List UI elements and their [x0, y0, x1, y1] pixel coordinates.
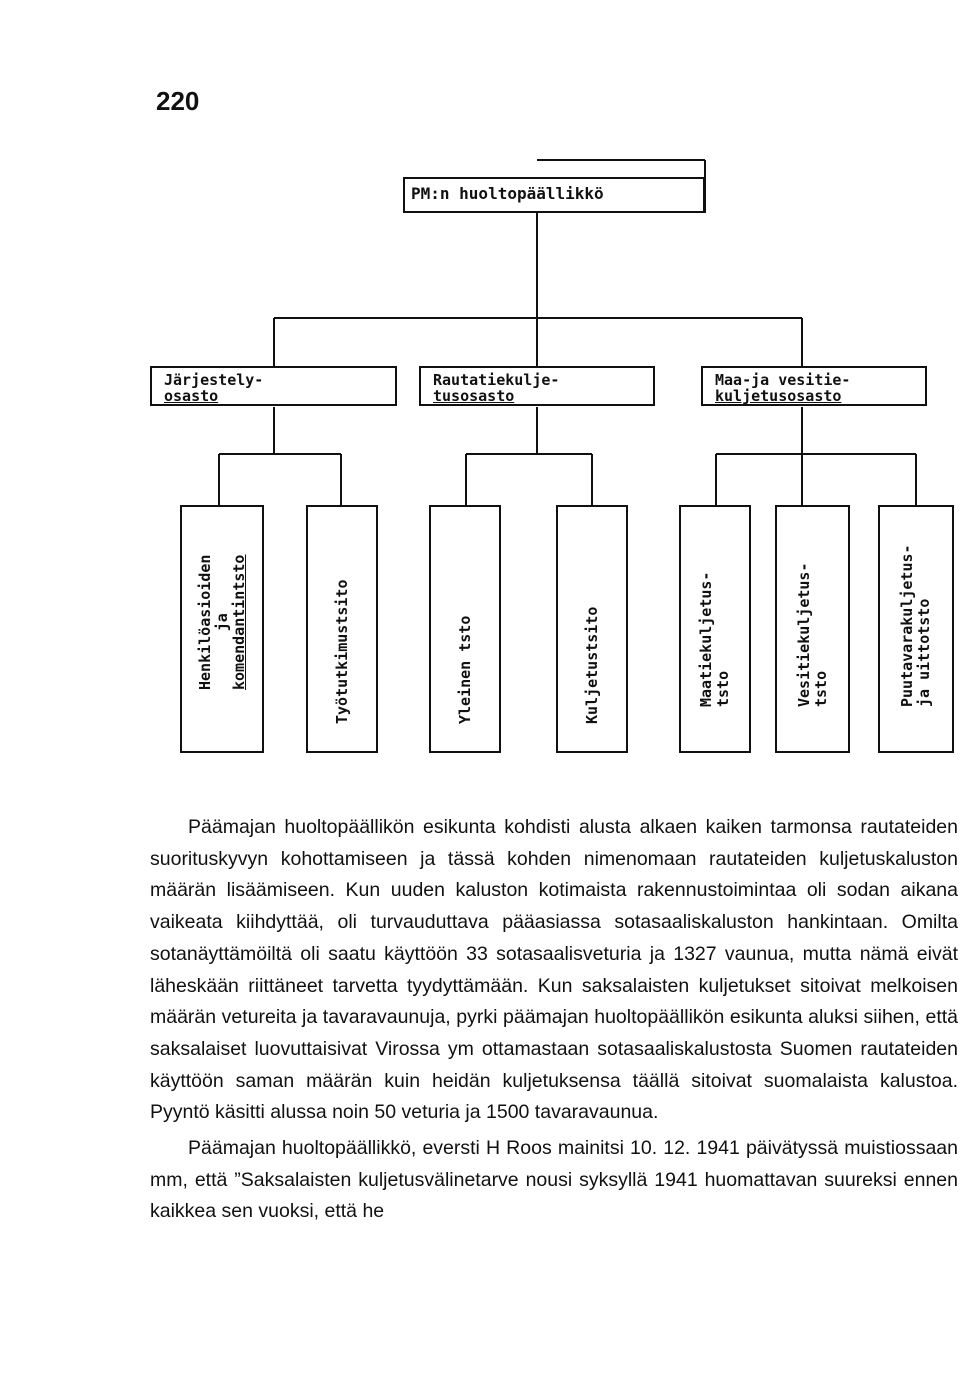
department-label-line2: osasto: [164, 387, 219, 405]
department-label-line1: Järjestely-: [164, 371, 264, 389]
paragraph: Päämajan huoltopäällikkö, eversti H Roos mainitsi 10. 12. 1941 päivätyssä muistiossaan mm, että ”Saksalaisten kuljetusvälinetarve nousi syksyllä 1941 huomattavan suureksi ennen kaikkea sen vuoksi, että he: [150, 1137, 958, 1223]
unit-box-vesitie: [775, 505, 850, 753]
department-label-line2: tusosasto: [433, 387, 515, 405]
unit-box-tyotutkimus: [306, 505, 378, 753]
department-box-maa-vesitie: [701, 366, 927, 406]
department-label-line1: Rautatiekulje-: [433, 371, 560, 389]
department-label-line2: kuljetusosasto: [715, 387, 842, 405]
unit-label: Työtutkimustsito: [333, 579, 351, 724]
unit-label: Maatiekuljetus- tsto: [697, 571, 732, 707]
body-text: [150, 812, 958, 1228]
unit-label: Kuljetustsito: [583, 606, 601, 724]
paragraph: Päämajan huoltopäällikön esikunta kohdisti alusta alkaen kaiken tarmonsa rautateiden suorituskyvyn kohottamiseen ja tässä kohden nimenomaan rautateiden kuljetuskaluston määrän lisäämiseen. Kun uuden kaluston kotimaista rakennustoimintaa oli sodan aikana vaikeata kiihdyttää, oli turvauduttava pääasiassa sotasaaliskaluston hankintaan. Omilta sotanäyttämöiltä oli saatu käyttöön 33 sotasaalisveturia ja 1327 vaunua, mutta nämä eivät läheskään riittäneet tarvetta tyydyttämään. Kun saksalaisten kuljetukset sitoivat melkoisen määrän vetureita ja tavaravaunuja, pyrki päämajan huoltopäällikön esikunta aluksi siihen, että saksalaiset luovuttaisivat Virossa ym ottamastaan sotasaaliskalustosta Suomen rautateiden käyttöön saman määrän kuin heidän kuljetuksensa täällä sitoivat suomalaista kalustoa. Pyyntö käsitti alussa noin 50 veturia ja 1500 tavaravaunua.: [150, 816, 958, 1124]
unit-box-puutavara: [878, 505, 954, 753]
unit-label: Puutavarakuljetus- ja uittotsto: [898, 544, 933, 707]
unit-label: Vesitiekuljetus- tsto: [794, 562, 830, 707]
unit-box-kuljetus: [556, 505, 628, 753]
unit-box-yleinen: [429, 505, 501, 753]
chief-box: [403, 177, 705, 213]
department-box-jarjestely: [150, 366, 397, 406]
page-number: 220: [156, 86, 200, 116]
department-label-line1: Maa-ja vesitie-: [715, 371, 851, 389]
chief-label: PM:n huoltopäällikkö: [411, 184, 604, 203]
unit-box-henkiloasioiden: [180, 505, 264, 753]
unit-label: Yleinen tsto: [456, 615, 474, 724]
unit-box-maatie: [679, 505, 751, 753]
department-box-rautatie: [419, 366, 655, 406]
unit-label: Henkilöasioiden ja komendantintsto: [196, 554, 248, 690]
